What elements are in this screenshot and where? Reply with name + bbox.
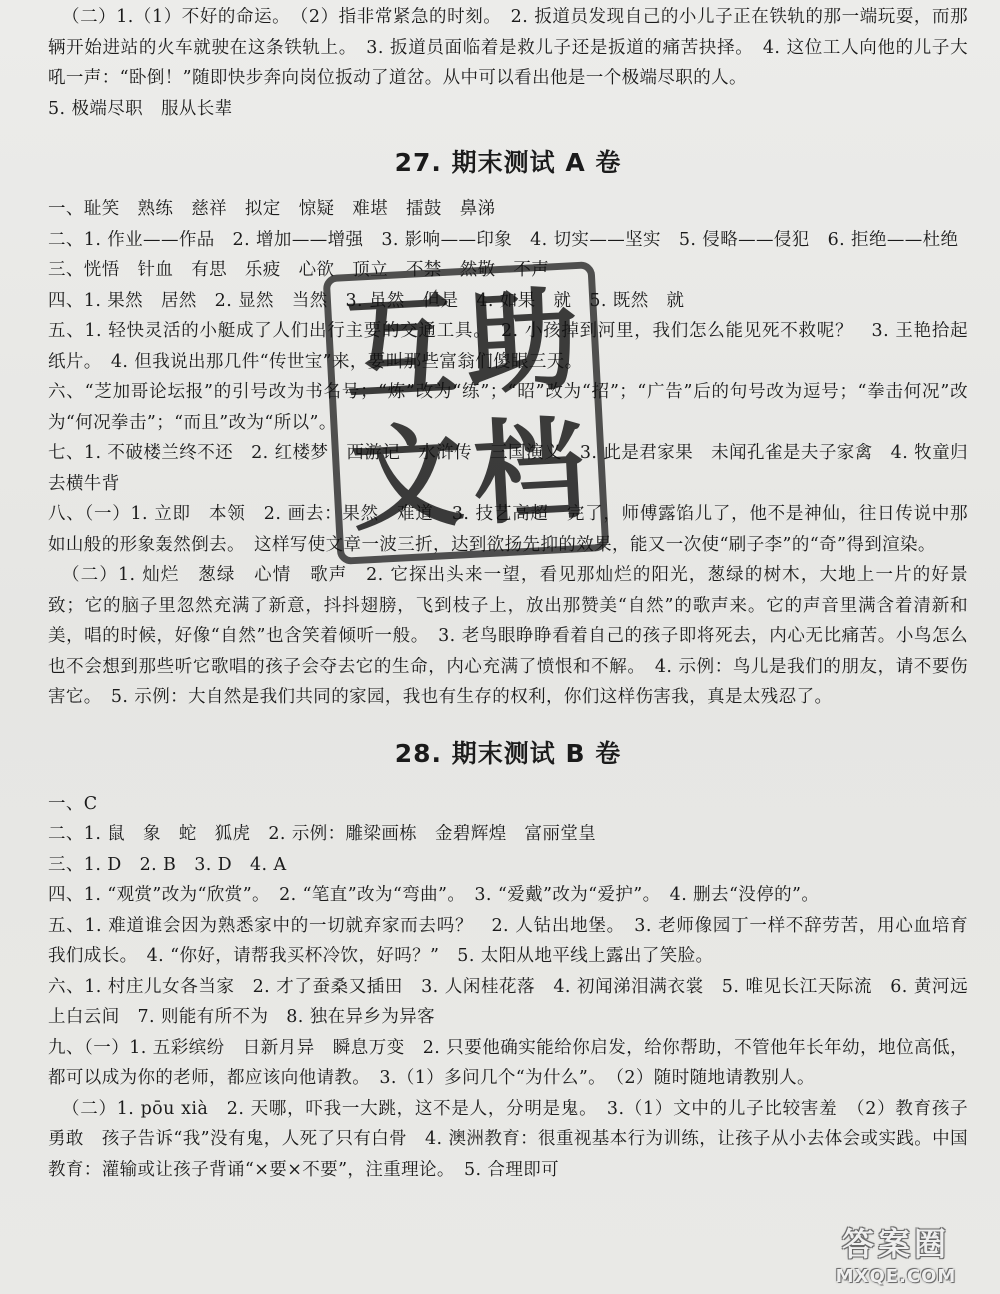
test-b-title: 28. 期末测试 B 卷 <box>394 738 622 768</box>
test-a-title: 27. 期末测试 A 卷 <box>394 148 622 177</box>
mxqe-watermark <box>808 1222 984 1288</box>
answer-line: 二、1. 鼠 象 蛇 狐虎 2. 示例：雕梁画栋 金碧辉煌 富丽堂皇 <box>48 824 597 844</box>
answer-line: 六、“芝加哥论坛报”的引号改为书名号；“炼”改为“练”；“昭”改为“招”；“广告”后的句号改为逗号；“拳击何况”改为“何况拳击”；“而且”改为“所以”。 <box>48 382 968 433</box>
paragraph: 5. 极端尽职 服从长辈 <box>48 98 233 119</box>
answer-line: 四、1. 果然 居然 2. 显然 当然 3. 虽然 但是 4. 如果 就 5. 既然 就 <box>48 290 685 311</box>
answer-line: 二、1. 作业——作品 2. 增加——增强 3. 影响——印象 4. 切实——坚实 5. 侵略——侵犯 6. 拒绝——杜绝 <box>48 229 959 250</box>
answer-line: 一、耻笑 熟练 慈祥 拟定 惊疑 难堪 擂鼓 鼻涕 <box>48 199 496 219</box>
answer-line: 一、C <box>48 793 98 814</box>
paragraph: （二）1.（1）不好的命运。 （2）指非常紧急的时刻。 2. 扳道员发现自己的小儿子正在铁轨的那一端玩耍，而那辆开始进站的火车就驶在这条铁轨上。 3. 扳道员面临着是救儿子还是扳道的痛苦抉择。 4. 这位工人向他的儿子大吼一声：“卧倒！”随即快步奔向岗位扳动了道岔。从中可以看出他是一个极端尽职的人。 <box>48 7 968 88</box>
answer-line: （二）1. 灿烂 葱绿 心情 歌声 2. 它探出头来一望，看见那灿烂的阳光，葱绿的树木，大地上一片的好景致；它的脑子里忽然充满了新意，抖抖翅膀，飞到枝子上，放出那赞美“自然”的歌声来。它的声音里满含着清新和美，唱的时候，好像“自然”也含笑着倾听一般。 3. 老鸟眼睁睁看着自己的孩子即将死去，内心无比痛苦。小鸟怎么也不会想到那些听它歌唱的孩子会夺去它的生命，内心充满了愤恨和不解。 4. 示例：鸟儿是我们的朋友，请不要伤害它。 5. 示例：大自然是我们共同的家园，我也有生存的权利，你们这样伤害我，真是太残忍了。 <box>48 565 968 707</box>
stamp-char: 档 <box>469 404 589 541</box>
answer-line: 三、1. D 2. B 3. D 4. A <box>48 854 287 875</box>
watermark-url: MXQE.COM <box>835 1266 957 1287</box>
answer-line: 七、1. 不破楼兰终不还 2. 红楼梦 西游记 水浒传 三国演义 3. 此是君家果 未闻孔雀是夫子家禽 4. 牧童归去横牛背 <box>48 443 968 494</box>
stamp-char: 互 <box>341 281 460 418</box>
test-b-answers <box>48 789 968 1186</box>
answer-line: 四、1. “观赏”改为“欣赏”。 2. “笔直”改为“弯曲”。 3. “爱戴”改为“爱护”。 4. 删去“没停的”。 <box>48 885 820 905</box>
stamp-char: 助 <box>463 275 582 411</box>
answer-line: 五、1. 难道谁会因为熟悉家中的一切就弃家而去吗？ 2. 人钻出地堡。 3. 老师像园丁一样不辞劳苦，用心血培育我们成长。 4. “你好，请帮我买杯冷饮，好吗？” 5. 太阳从地平线上露出了笑脸。 <box>48 915 968 966</box>
answer-line: 五、1. 轻快灵活的小艇成了人们出行主要的交通工具。 2. 小孩掉到河里，我们怎么能见死不救呢？ 3. 王艳拾起纸片。 4. 但我说出那几件“传世宝”来，要叫那些富翁们傻眼三天。 <box>48 321 968 372</box>
answer-line: （二）1. pōu xià 2. 天哪，吓我一大跳，这不是人，分明是鬼。 3.（1）文中的儿子比较害羞 （2）教育孩子勇敢 孩子告诉“我”没有鬼，人死了只有白骨 4. 澳洲教育：很重视基本行为训练，让孩子从小去体会或实践。中国教育：灌输或让孩子背诵“×要×不要”，注重理论。 5. 合理即可 <box>48 1098 968 1180</box>
answer-line: 八、（一）1. 立即 本领 2. 画去：果然 难道 3. 技艺高超 完了，师傅露馅儿了，他不是神仙，往日传说中那如山般的形象轰然倒去。 这样写使文章一波三折，达到欲扬先抑的效果，能又一次使“刷子李”的“奇”得到渲染。 <box>48 504 968 555</box>
answer-line: 九、（一）1. 五彩缤纷 日新月异 瞬息万变 2. 只要他确实能给你启发，给你帮助，不管他年长年幼，地位高低，都可以成为你的老师，都应该向他请教。 3.（1）多问几个“为什么”。 （2）随时随地请教别人。 <box>48 1037 968 1088</box>
answer-line: 三、恍悟 针血 有思 乐疲 心欲 顶立 不禁 然敬 不声 <box>48 260 550 280</box>
stamp-char: 文 <box>348 411 467 548</box>
answer-line: 六、1. 村庄儿女各当家 2. 才了蚕桑又插田 3. 人闲桂花落 4. 初闻涕泪满衣裳 5. 唯见长江天际流 6. 黄河远上白云间 7. 则能有所不为 8. 独在异乡为异客 <box>48 976 968 1027</box>
page-content <box>48 2 968 1185</box>
watermark-logo: 答案圈 <box>841 1225 950 1263</box>
test-a-answers <box>48 194 968 713</box>
section-top-continuation <box>48 2 968 124</box>
